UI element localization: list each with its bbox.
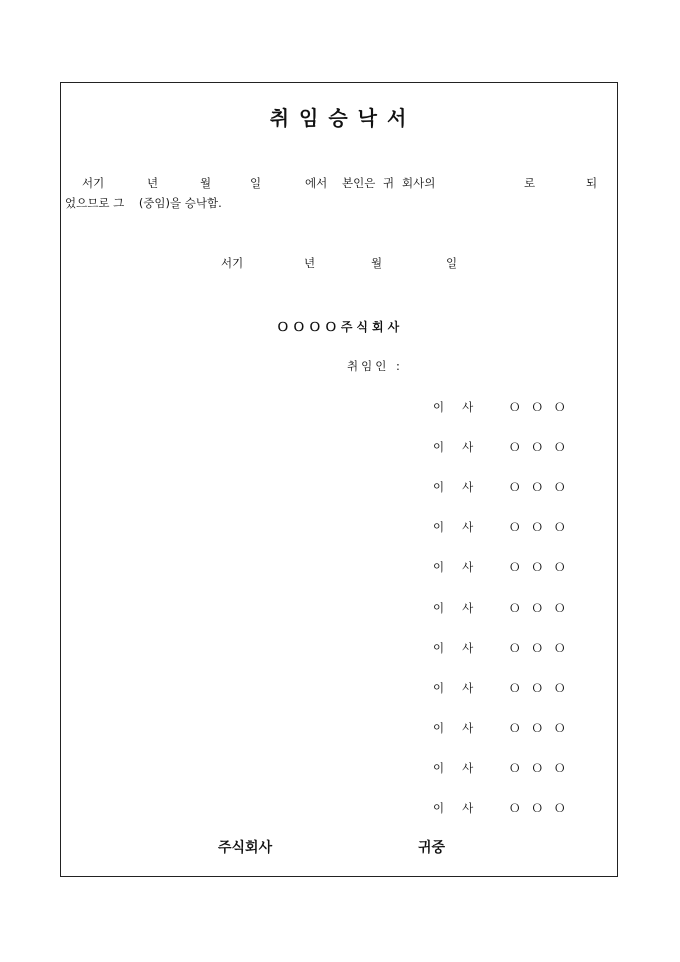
body-word-day: 일 [250, 176, 262, 190]
signer-position: 이사 [433, 440, 492, 455]
signer-position: 이사 [433, 760, 492, 775]
signer-name: ＯＯＯ [509, 760, 577, 775]
date-word-year: 년 [304, 256, 316, 270]
closing-recipient: 귀중 [418, 840, 446, 856]
signer-position: 이사 [433, 480, 492, 495]
signer-position: 이사 [433, 640, 492, 655]
body-word-boninun: 본인은 [342, 176, 376, 190]
signer-position: 이사 [433, 600, 492, 615]
signer-position: 이사 [433, 680, 492, 695]
signer-position: 이사 [433, 801, 492, 815]
body-line-2: 었으므로 그 (중임)을 승낙함. [65, 196, 222, 210]
signer-name: ＯＯＯ [509, 600, 577, 615]
date-word-month: 월 [371, 256, 383, 270]
body-word-ro: 로 [524, 176, 536, 190]
signer-name: ＯＯＯ [509, 480, 577, 495]
company-name: ＯＯＯＯ주식회사 [276, 320, 404, 334]
body-word-eseo: 에서 [305, 176, 328, 190]
body-word-doe: 되 [586, 176, 598, 190]
signer-position: 이사 [433, 560, 492, 575]
signer-position: 이사 [433, 520, 492, 535]
body-word-seogi: 서기 [82, 176, 105, 190]
signer-name: ＯＯＯ [509, 680, 577, 695]
body-word-year: 년 [147, 176, 159, 190]
body-word-hoesaui: 회사의 [402, 176, 436, 190]
signer-name: ＯＯＯ [509, 640, 577, 655]
body-word-month: 월 [200, 176, 212, 190]
closing-company: 주식회사 [218, 840, 273, 856]
signer-name: ＯＯＯ [509, 720, 577, 735]
signer-name: ＯＯＯ [509, 560, 577, 575]
date-word-seogi: 서기 [221, 256, 244, 270]
inwon-label: 취임인 : [347, 359, 403, 373]
signer-name: ＯＯＯ [509, 801, 577, 815]
signer-position: 이사 [433, 720, 492, 735]
signer-name: ＯＯＯ [509, 520, 577, 535]
signer-position: 이사 [433, 400, 492, 414]
date-word-day: 일 [446, 256, 458, 270]
document-title: 취임승낙서 [269, 106, 417, 130]
body-word-gwi: 귀 [383, 176, 395, 190]
signer-name: ＯＯＯ [509, 400, 577, 414]
signer-name: ＯＯＯ [509, 440, 577, 455]
